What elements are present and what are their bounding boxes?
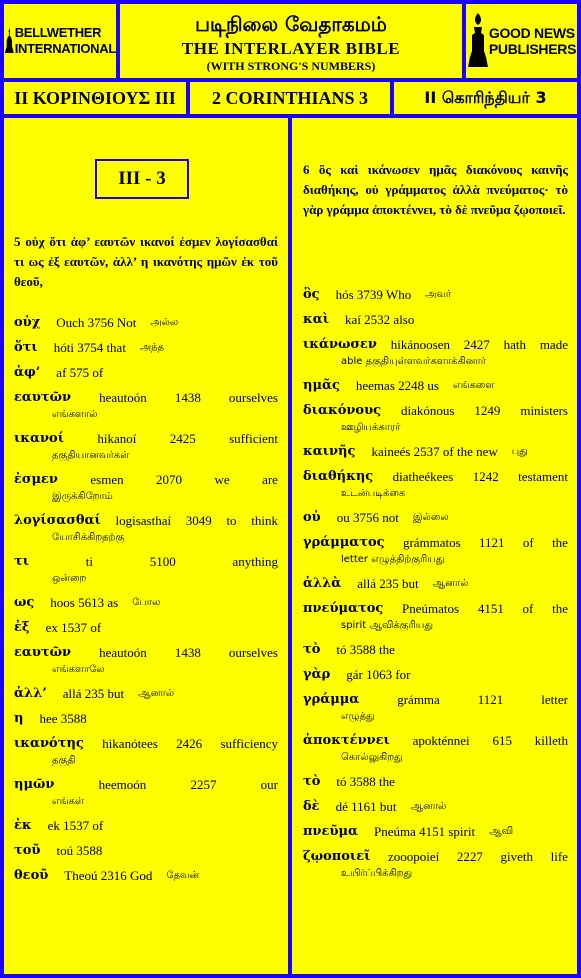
- word-entry: [303, 773, 568, 791]
- tamil-gloss: அல்ல: [150, 317, 179, 328]
- word-entry: [303, 691, 568, 725]
- gloss-token: apokténnei: [412, 733, 470, 748]
- word-entry: [303, 534, 568, 568]
- greek-word: ζῳοποιεῖ: [303, 849, 371, 864]
- tamil-gloss: தேவன்: [166, 870, 200, 881]
- word-entry-line: [303, 443, 568, 461]
- word-entry: [14, 339, 278, 357]
- word-entry: [14, 644, 278, 678]
- word-entry-line: [14, 842, 278, 860]
- gloss-token: the: [552, 535, 568, 550]
- greek-word: πνεύματος: [303, 601, 384, 616]
- greek-word: δὲ: [303, 799, 320, 814]
- gloss-text: kaí 2532 also: [345, 312, 415, 327]
- subtitle: (WITH STRONG'S NUMBERS): [206, 59, 376, 73]
- greek-word: ἐκ: [14, 818, 32, 833]
- word-entry-line: [14, 817, 278, 835]
- gloss-text: kaineés 2537 of the new: [371, 444, 498, 459]
- word-entry: [14, 619, 278, 637]
- word-entry-line: [303, 575, 568, 593]
- tamil-gloss: புது: [511, 446, 528, 457]
- word-entry-line: [14, 710, 278, 728]
- word-entry-line: [303, 336, 568, 354]
- greek-word: θεοῦ: [14, 868, 49, 883]
- right-verse-block: [303, 160, 568, 220]
- gloss-token: 3049: [185, 513, 212, 528]
- gloss-token: logisasthaí: [115, 513, 172, 528]
- lamp-icon: [4, 10, 15, 72]
- chapter-label-text: III - 3: [118, 168, 166, 189]
- verse-5-text: 5 οὐχ ὅτι ἀφ’ εαυτῶν ικανοί ἐσμεν λογίσασθαί τι ως ἐξ εαυτῶν, ἀλλ’ η ικανότης ημῶν ἐκ τοῦ θεοῦ,: [14, 234, 278, 289]
- word-entry-line: [303, 666, 568, 684]
- word-entry-line: [303, 732, 568, 750]
- greek-word: ικανοί: [14, 431, 65, 446]
- word-entry: [14, 685, 278, 703]
- word-entry: [303, 823, 568, 841]
- book-english-label: 2 CORINTHIANS 3: [211, 87, 369, 108]
- gloss-token: 2227: [456, 849, 483, 864]
- tamil-gloss: spirit ஆவிக்குரியது: [341, 620, 434, 631]
- gloss-token: 615: [492, 733, 512, 748]
- tamil-gloss: தகுதி: [52, 755, 76, 766]
- word-entry-line: [14, 867, 278, 885]
- word-entry-line: [303, 798, 568, 816]
- word-entry-line: [303, 691, 568, 709]
- word-entry-line: [14, 430, 278, 448]
- gloss-token: ministers: [520, 403, 568, 418]
- greek-word: ὃς: [303, 287, 320, 302]
- gloss-token: 2257: [190, 777, 217, 792]
- word-entry: [303, 732, 568, 766]
- word-entry-line: [303, 773, 568, 791]
- gloss-token: ourselves: [228, 390, 278, 405]
- tamil-gloss: எங்களால்: [52, 409, 98, 420]
- greek-word: ημῶν: [14, 777, 55, 792]
- greek-word: ἀφ’: [14, 365, 41, 380]
- greek-word: ικανότης: [14, 736, 84, 751]
- word-entry-line: [303, 534, 568, 552]
- word-entry: [14, 594, 278, 612]
- word-entry: [303, 377, 568, 395]
- gloss-token: anything: [232, 554, 278, 569]
- word-entry: [303, 468, 568, 502]
- word-entry: [14, 776, 278, 810]
- greek-word: καὶ: [303, 312, 330, 327]
- gloss-token: 4151: [477, 601, 504, 616]
- gloss-text: hós 3739 Who: [335, 287, 412, 302]
- book-greek: [4, 82, 186, 114]
- tamil-gloss: அந்த: [139, 342, 164, 353]
- greek-word: ἐσμεν: [14, 472, 58, 487]
- book-tamil-label: II கொரிந்தியர் 3: [424, 87, 547, 107]
- greek-word: ὅτι: [14, 340, 38, 355]
- word-entry: [303, 402, 568, 436]
- greek-word: ημᾶς: [303, 378, 340, 393]
- gloss-token: hikanoí: [97, 431, 137, 446]
- gloss-token: 1249: [474, 403, 501, 418]
- word-entry: [303, 443, 568, 461]
- gloss-token: we: [214, 472, 230, 487]
- gloss-text: Theoú 2316 God: [64, 868, 153, 883]
- gloss-token: 2427: [463, 337, 490, 352]
- gloss-token: 1438: [174, 390, 201, 405]
- word-entry-line: [303, 468, 568, 486]
- word-entry: [303, 641, 568, 659]
- greek-word: ἀποκτέννει: [303, 733, 390, 748]
- word-entry: [14, 735, 278, 769]
- word-entry: [14, 471, 278, 505]
- gloss-token: letter: [541, 692, 568, 707]
- word-entry: [303, 336, 568, 370]
- gloss-token: hikánoosen: [390, 337, 450, 352]
- tamil-gloss: letter எழுத்திற்குரியது: [341, 554, 445, 565]
- gloss-text: hoos 5613 as: [50, 595, 119, 610]
- left-logo: [4, 4, 116, 78]
- gloss-token: giveth: [500, 849, 534, 864]
- gloss-token: ourselves: [228, 645, 278, 660]
- word-entry: [14, 817, 278, 835]
- gloss-text: allá 235 but: [357, 576, 419, 591]
- header-title-block: [120, 4, 462, 78]
- gloss-text: toú 3588: [56, 843, 103, 858]
- title-english: THE INTERLAYER BIBLE: [181, 39, 401, 58]
- word-entry-line: [303, 509, 568, 527]
- word-entry: [303, 666, 568, 684]
- gloss-token: of: [522, 535, 534, 550]
- tamil-gloss: எங்களாலே: [52, 664, 105, 675]
- gloss-token: zooopoieí: [388, 849, 440, 864]
- gloss-text: tó 3588 the: [336, 642, 395, 657]
- word-entry: [14, 430, 278, 464]
- word-entry: [303, 575, 568, 593]
- tamil-gloss: உடன்படிக்கை: [341, 488, 406, 499]
- gloss-text: hóti 3754 that: [53, 340, 126, 355]
- greek-word: λογίσασθαί: [14, 513, 101, 528]
- word-entry-line: [14, 339, 278, 357]
- right-word-list: [303, 286, 568, 889]
- greek-word: πνεῦμα: [303, 824, 358, 839]
- gloss-text: gár 1063 for: [346, 667, 411, 682]
- word-entry: [303, 311, 568, 329]
- gloss-token: of: [522, 601, 534, 616]
- word-entry-line: [14, 553, 278, 571]
- tamil-gloss: ஆனால்: [138, 688, 175, 699]
- word-entry: [14, 389, 278, 423]
- word-entry-line: [14, 471, 278, 489]
- gloss-text: Pneúma 4151 spirit: [373, 824, 476, 839]
- verse-6-text: 6 ὃς καὶ ικάνωσεν ημᾶς διακόνους καινῆς διαθήκης, οὐ γράμματος ἀλλὰ πνεύματος· τὸ γὰρ γράμμα ἀποκτέννει, τὸ δὲ πνεῦμα ζῳοποιεῖ.: [303, 162, 568, 217]
- word-entry: [14, 364, 278, 382]
- right-logo-line1: GOOD NEWS: [488, 25, 575, 41]
- tamil-gloss: எங்களை: [452, 380, 495, 391]
- gloss-token: killeth: [534, 733, 568, 748]
- gloss-text: ek 1537 of: [47, 818, 104, 833]
- book-english: [190, 82, 390, 114]
- word-entry-line: [303, 848, 568, 866]
- greek-word: τὸ: [303, 774, 321, 789]
- gloss-token: grámma: [397, 692, 440, 707]
- tamil-gloss: கொல்லுகிறது: [341, 752, 403, 763]
- chapter-label: [95, 159, 189, 199]
- word-entry: [14, 710, 278, 728]
- word-entry-line: [14, 619, 278, 637]
- greek-word: τὸ: [303, 642, 321, 657]
- word-entry-line: [14, 364, 278, 382]
- greek-word: τι: [14, 554, 30, 569]
- gloss-token: 2426: [176, 736, 203, 751]
- word-entry-line: [14, 735, 278, 753]
- gloss-text: ex 1537 of: [45, 620, 102, 635]
- gloss-token: 2070: [156, 472, 183, 487]
- gloss-token: grámmatos: [402, 535, 461, 550]
- gloss-token: 1438: [174, 645, 201, 660]
- gloss-token: 1121: [479, 535, 505, 550]
- word-entry: [303, 286, 568, 304]
- greek-word: εαυτῶν: [14, 390, 72, 405]
- gloss-token: heautoón: [99, 645, 147, 660]
- word-entry: [303, 509, 568, 527]
- tamil-gloss: இல்லை: [412, 512, 449, 523]
- gloss-token: heautoón: [99, 390, 147, 405]
- book-greek-label: II ΚΟΡΙΝΘΙΟΥΣ III: [14, 87, 176, 108]
- greek-word: γράμματος: [303, 535, 385, 550]
- right-logo: [466, 4, 577, 78]
- word-entry-line: [14, 685, 278, 703]
- gloss-token: hikanótees: [102, 736, 158, 751]
- greek-word: ικάνωσεν: [303, 337, 377, 352]
- greek-word: οὐ: [303, 510, 321, 525]
- greek-word: ἀλλὰ: [303, 576, 342, 591]
- gloss-token: are: [262, 472, 278, 487]
- gloss-token: 1121: [477, 692, 504, 707]
- word-entry-line: [14, 314, 278, 332]
- word-entry: [303, 848, 568, 882]
- gloss-token: our: [260, 777, 278, 792]
- gloss-token: 2425: [169, 431, 196, 446]
- word-entry-line: [303, 823, 568, 841]
- word-entry: [14, 842, 278, 860]
- word-entry: [14, 553, 278, 587]
- greek-word: εαυτῶν: [14, 645, 72, 660]
- gloss-token: Pneúmatos: [402, 601, 460, 616]
- word-entry-line: [303, 600, 568, 618]
- gloss-text: af 575 of: [56, 365, 104, 380]
- tamil-gloss: போல: [132, 597, 161, 608]
- book-tamil: [394, 82, 577, 114]
- gloss-token: sufficiency: [220, 736, 278, 751]
- tamil-gloss: எழுத்து: [341, 711, 375, 722]
- tamil-gloss: தகுதியானவர்கள்: [52, 450, 130, 461]
- gloss-token: made: [539, 337, 568, 352]
- tamil-gloss: ஆவி: [489, 826, 514, 837]
- tamil-gloss: யோசிக்கிறதற்கு: [52, 532, 125, 543]
- word-entry-line: [303, 377, 568, 395]
- word-entry: [14, 867, 278, 885]
- word-entry-line: [14, 644, 278, 662]
- left-logo-line2: INTERNATIONAL: [14, 41, 116, 56]
- word-entry-line: [14, 389, 278, 407]
- tamil-gloss: ஆனால்: [432, 578, 469, 589]
- word-entry-line: [14, 594, 278, 612]
- gloss-token: ti: [85, 554, 94, 569]
- gloss-text: hee 3588: [39, 711, 87, 726]
- word-entry-line: [303, 402, 568, 420]
- word-entry-line: [303, 286, 568, 304]
- tamil-gloss: ஆனால்: [410, 801, 447, 812]
- gloss-text: dé 1161 but: [335, 799, 397, 814]
- tamil-gloss: இருக்கிறோம்: [52, 491, 113, 502]
- word-entry: [14, 512, 278, 546]
- gloss-token: think: [251, 513, 278, 528]
- greek-word: ἀλλ’: [14, 686, 47, 701]
- word-entry-line: [303, 311, 568, 329]
- greek-word: η: [14, 711, 24, 726]
- greek-word: διακόνους: [303, 403, 382, 418]
- word-entry-line: [14, 776, 278, 794]
- tamil-gloss: எங்கள்: [52, 796, 84, 807]
- gloss-token: diakónous: [400, 403, 455, 418]
- title-tamil: படிநிலை வேதாகமம்: [195, 12, 387, 36]
- torch-icon: [467, 11, 489, 71]
- gloss-token: 5100: [149, 554, 176, 569]
- greek-word: γὰρ: [303, 667, 331, 682]
- gloss-text: allá 235 but: [62, 686, 125, 701]
- greek-word: οὐχ: [14, 315, 41, 330]
- word-entry: [14, 314, 278, 332]
- gloss-token: diatheékees: [392, 469, 454, 484]
- gloss-text: ou 3756 not: [336, 510, 399, 525]
- gloss-token: the: [552, 601, 568, 616]
- greek-word: ως: [14, 595, 35, 610]
- tamil-gloss: ஊழியக்காரர்: [341, 422, 401, 433]
- tamil-gloss: able தகுதியுள்ளவர்களாக்கினார்: [341, 356, 486, 367]
- gloss-token: heemoón: [98, 777, 147, 792]
- right-logo-line2: PUBLISHERS: [488, 41, 577, 57]
- gloss-token: esmen: [90, 472, 124, 487]
- gloss-token: life: [550, 849, 568, 864]
- greek-word: τοῦ: [14, 843, 41, 858]
- tamil-gloss: ஒன்றை: [52, 573, 87, 584]
- gloss-text: tó 3588 the: [336, 774, 395, 789]
- tamil-gloss: உயிர்ப்பிக்கிறது: [341, 868, 413, 879]
- gloss-token: sufficient: [229, 431, 278, 446]
- greek-word: καινῆς: [303, 444, 356, 459]
- word-entry-line: [14, 512, 278, 530]
- left-word-list: [14, 314, 278, 892]
- gloss-text: Ouch 3756 Not: [56, 315, 137, 330]
- greek-word: γράμμα: [303, 692, 360, 707]
- tamil-gloss: அவர்: [425, 289, 452, 300]
- left-logo-line1: BELLWETHER: [14, 25, 102, 40]
- gloss-token: 1242: [472, 469, 499, 484]
- greek-word: ἐξ: [14, 620, 30, 635]
- greek-word: διαθήκης: [303, 469, 374, 484]
- gloss-token: to: [226, 513, 237, 528]
- word-entry: [303, 798, 568, 816]
- word-entry: [303, 600, 568, 634]
- gloss-text: heemas 2248 us: [355, 378, 439, 393]
- gloss-token: testament: [518, 469, 568, 484]
- word-entry-line: [303, 641, 568, 659]
- left-verse-block: [14, 232, 278, 292]
- gloss-token: hath: [503, 337, 526, 352]
